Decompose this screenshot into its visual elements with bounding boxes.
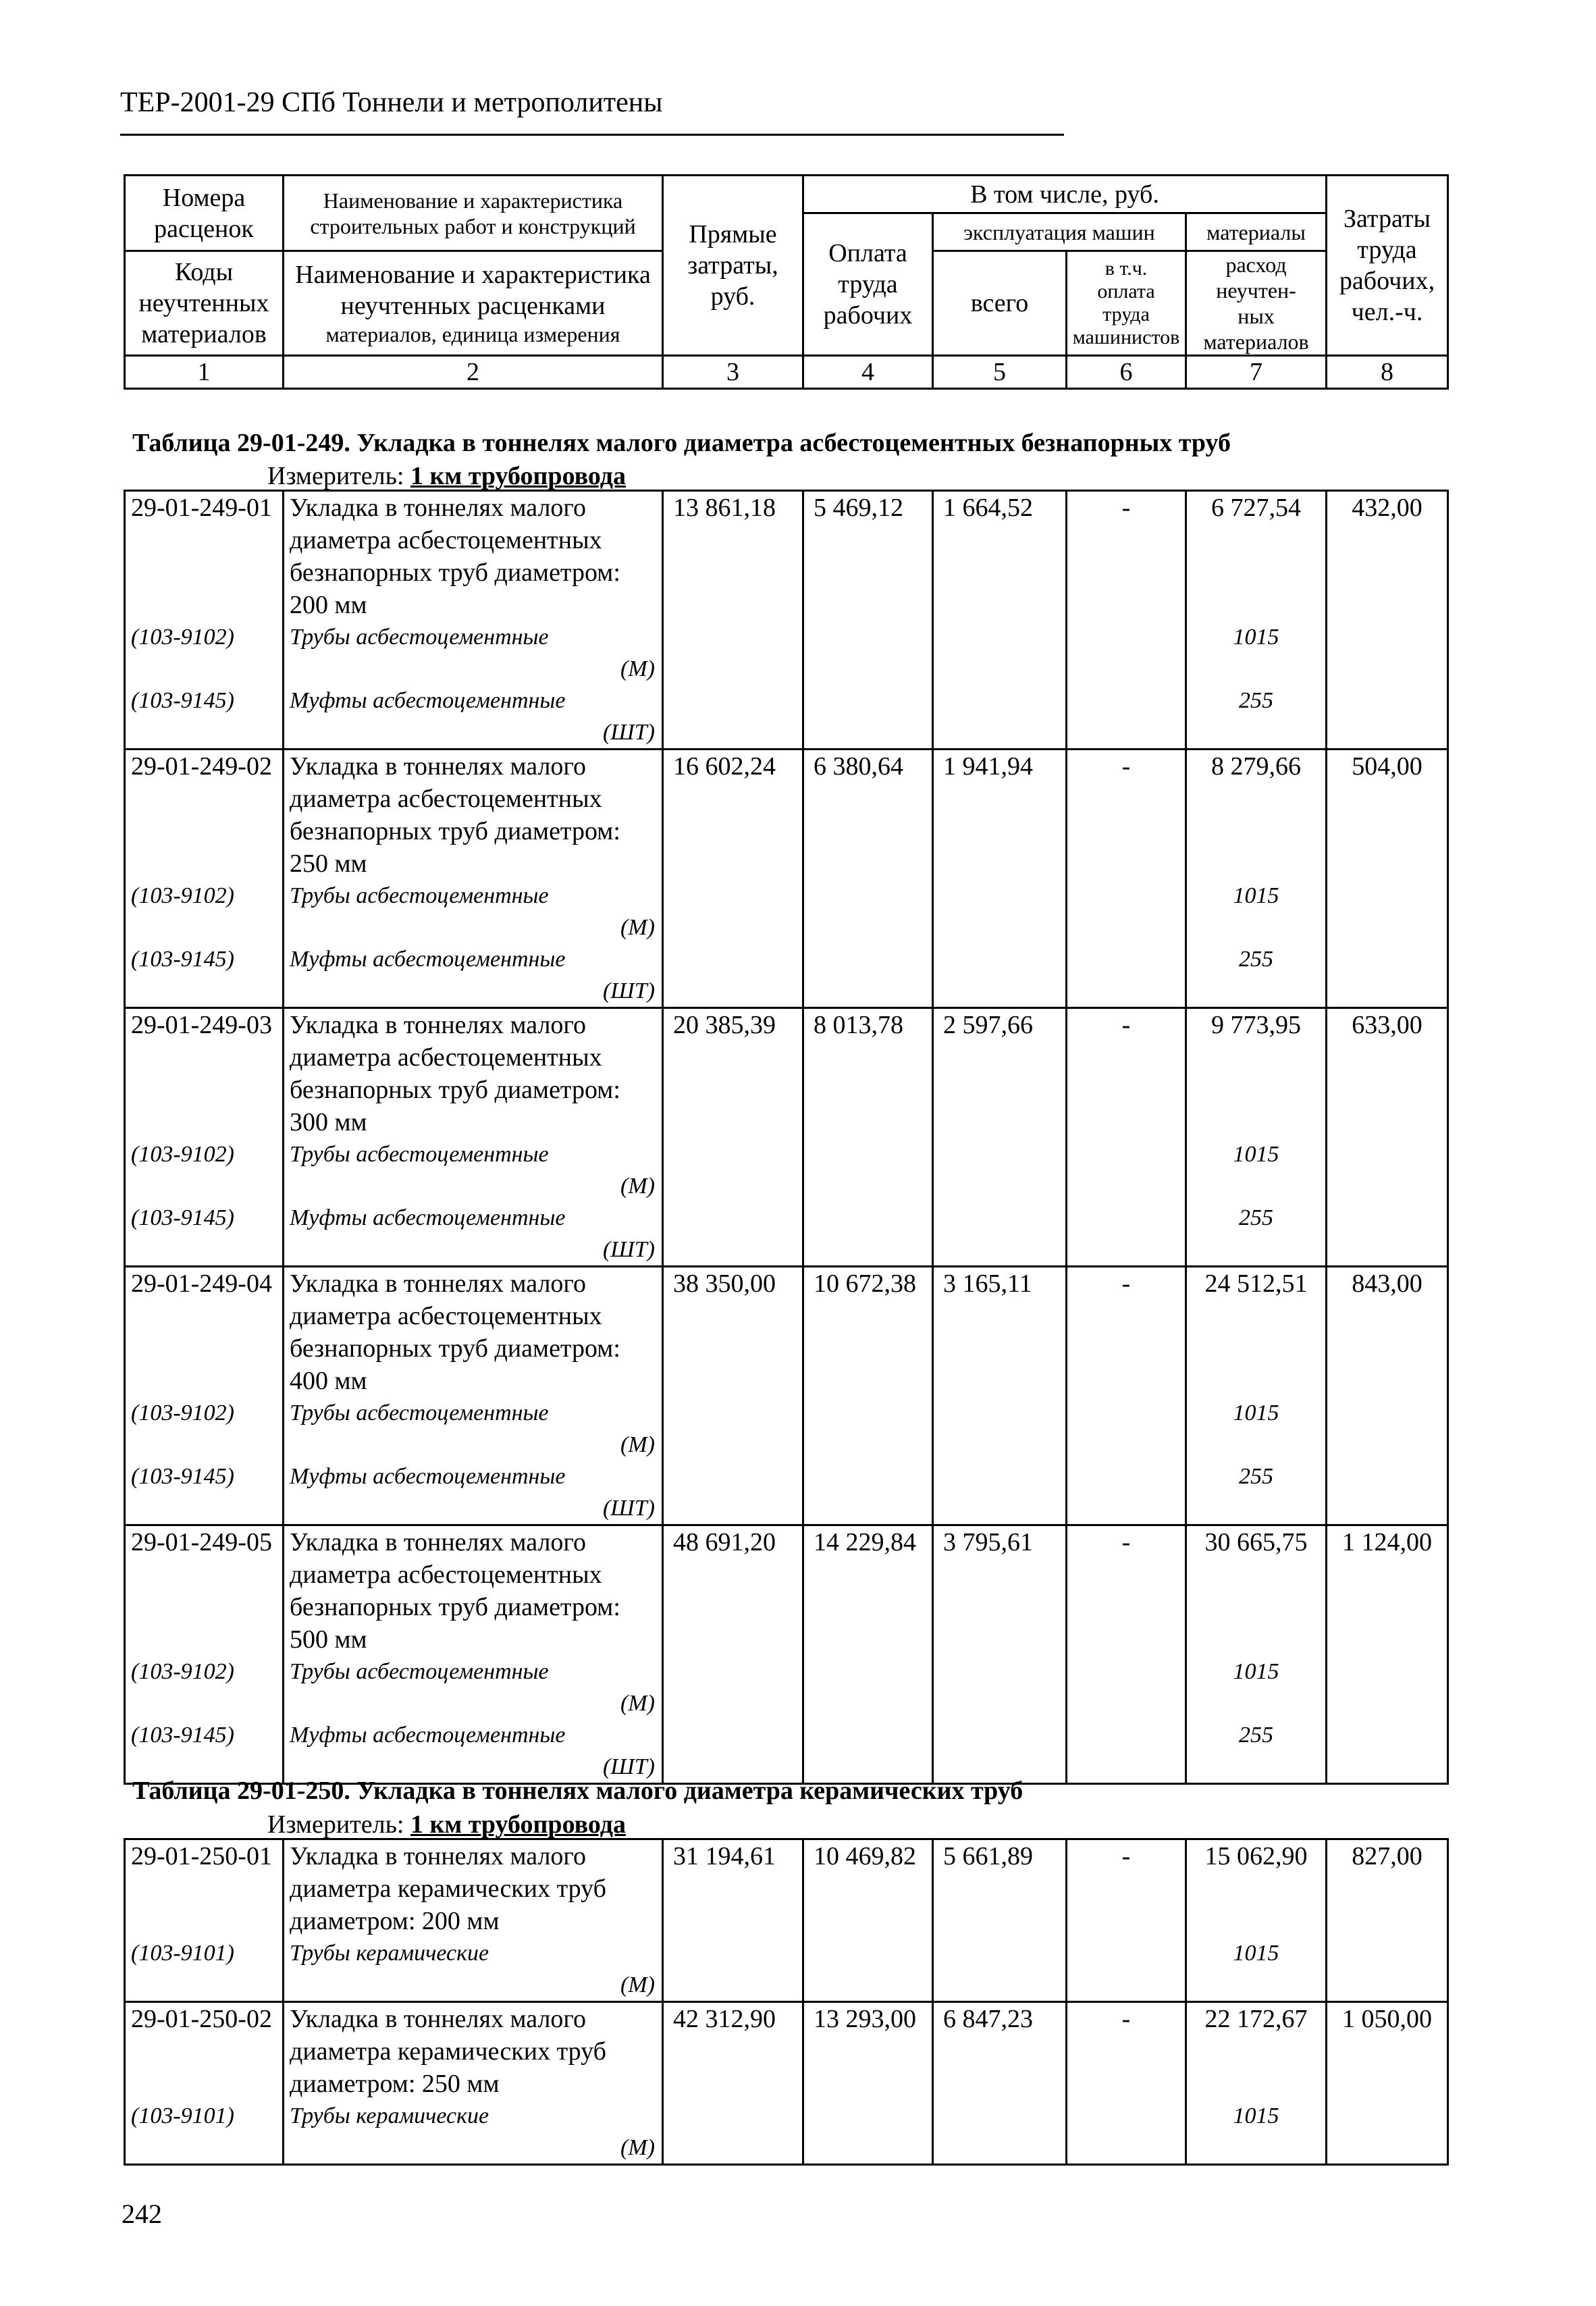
labor-hours: 843,00 — [1352, 1269, 1422, 1298]
material-name: Трубы асбестоцементные — [290, 1659, 549, 1684]
spacer — [131, 1623, 282, 1656]
spacer — [1187, 912, 1325, 943]
material-name: Муфты асбестоцементные — [290, 1464, 566, 1489]
work-name-line: Укладка в тоннелях малого — [290, 494, 587, 522]
material-code: (103-9102) — [131, 1659, 234, 1684]
material-qty: 255 — [1239, 1464, 1273, 1489]
work-name-line: диаметра керамических труб — [290, 2037, 607, 2066]
machines-cost: 2 597,66 — [943, 1011, 1033, 1039]
materials-cost-cell — [1186, 2002, 1327, 2165]
machines-cost-cell — [933, 1008, 1067, 1267]
work-name-line: 400 мм — [290, 1367, 367, 1395]
material-qty: 1015 — [1233, 1659, 1279, 1684]
operators-cost: - — [1121, 1269, 1131, 1298]
col2-header-bottom: Наименование и характеристика неучтенных расценками материалов, единица измерения — [284, 251, 663, 356]
spacer — [1187, 1171, 1325, 1202]
document-title: ТЕР-2001-29 СПб Тоннели и метрополитены — [120, 87, 663, 118]
work-name-line: диаметра асбестоцементных — [290, 1561, 602, 1589]
spacer — [131, 1970, 282, 2001]
col1-header-top: Номера расценок — [125, 176, 284, 251]
materials-cost: 24 512,51 — [1204, 1269, 1308, 1298]
operators-cost: - — [1121, 1528, 1131, 1556]
spacer — [1187, 556, 1325, 589]
spacer — [1187, 2132, 1325, 2164]
material-unit: (М) — [620, 915, 655, 940]
work-name-line: безнапорных труб диаметром: — [290, 558, 620, 587]
work-name-line: диаметром: 200 мм — [290, 1907, 500, 1935]
materials-cost-cell — [1186, 1008, 1327, 1267]
labor-cost: 8 013,78 — [814, 1011, 903, 1039]
material-qty: 1015 — [1233, 2103, 1279, 2128]
spacer — [1187, 1688, 1325, 1719]
spacer — [1187, 1234, 1325, 1265]
material-code: (103-9145) — [131, 947, 234, 972]
machines-cost: 3 795,61 — [943, 1528, 1033, 1556]
direct-cost-cell — [663, 1267, 803, 1525]
machines-cost: 5 661,89 — [943, 1842, 1033, 1870]
table249-measure: Измеритель: 1 км трубопровода — [267, 462, 627, 490]
material-unit: (ШТ) — [602, 720, 655, 745]
direct-cost: 31 194,61 — [673, 1842, 776, 1870]
rate-code: 29-01-249-02 — [131, 752, 272, 781]
work-name-cell — [284, 1008, 663, 1267]
table249 — [124, 490, 1449, 1785]
labor-cost: 5 469,12 — [814, 494, 903, 522]
material-name: Трубы асбестоцементные — [290, 1400, 549, 1425]
labor-cost: 14 229,84 — [814, 1528, 916, 1556]
spacer — [131, 1234, 282, 1265]
labor-cost: 6 380,64 — [814, 752, 903, 781]
spacer — [1187, 1905, 1325, 1937]
table-row — [125, 1839, 1448, 2002]
table-row — [125, 2002, 1448, 2165]
spacer — [131, 1365, 282, 1397]
materials-cost-cell — [1186, 1267, 1327, 1525]
spacer — [1187, 847, 1325, 880]
machines-cost: 6 847,23 — [943, 2005, 1033, 2033]
work-name-line: диаметром: 250 мм — [290, 2070, 500, 2098]
table-row — [125, 491, 1448, 750]
material-code: (103-9145) — [131, 688, 234, 713]
work-name-line: 300 мм — [290, 1108, 367, 1136]
direct-cost-cell — [663, 1839, 803, 2002]
operators-cost-cell — [1067, 1839, 1186, 2002]
table249-caption: Таблица 29-01-249. Укладка в тоннелях малого диаметра асбестоцементных безнапорных труб — [132, 429, 1231, 457]
machines-cost: 1 664,52 — [943, 494, 1033, 522]
spacer — [1187, 1041, 1325, 1074]
spacer — [131, 1430, 282, 1461]
rate-code: 29-01-249-04 — [131, 1269, 272, 1298]
spacer — [131, 912, 282, 943]
labor-cost-cell — [803, 750, 933, 1008]
spacer — [131, 1688, 282, 1719]
rate-code: 29-01-250-01 — [131, 1842, 272, 1870]
labor-hours: 827,00 — [1352, 1842, 1422, 1870]
operators-cost-cell — [1067, 1267, 1186, 1525]
spacer — [1187, 1970, 1325, 2001]
spacer — [131, 654, 282, 685]
labor-cost-cell — [803, 1267, 933, 1525]
labor-hours-cell — [1327, 750, 1448, 1008]
labor-hours: 504,00 — [1352, 752, 1422, 781]
material-unit: (М) — [620, 1174, 655, 1199]
operators-cost-cell — [1067, 1525, 1186, 1784]
col3-header: Прямые затраты, руб. — [663, 176, 803, 356]
labor-cost: 10 469,82 — [814, 1842, 916, 1870]
machines-cost-cell — [933, 1267, 1067, 1525]
direct-cost: 38 350,00 — [673, 1269, 776, 1298]
col-number-6: 6 — [1067, 356, 1186, 389]
col6-header: в т.ч. оплата труда машинистов — [1067, 251, 1186, 356]
spacer — [1187, 1623, 1325, 1656]
rate-code: 29-01-250-02 — [131, 2005, 272, 2033]
labor-cost: 13 293,00 — [814, 2005, 916, 2033]
col-number-4: 4 — [803, 356, 933, 389]
material-name: Муфты асбестоцементные — [290, 1723, 566, 1748]
labor-hours-cell — [1327, 1525, 1448, 1784]
operators-cost-cell — [1067, 2002, 1186, 2165]
work-name-line: безнапорных труб диаметром: — [290, 1076, 620, 1104]
machines-header: эксплуатация машин — [933, 213, 1186, 251]
operators-cost: - — [1121, 1842, 1131, 1870]
operators-cost-cell — [1067, 491, 1186, 750]
material-name: Трубы керамические — [290, 2103, 489, 2128]
work-name-line: диаметра керамических труб — [290, 1875, 607, 1903]
spacer — [1187, 976, 1325, 1007]
table250-measure: Измеритель: 1 км трубопровода — [267, 1810, 627, 1839]
spacer — [1187, 1558, 1325, 1591]
material-unit: (ШТ) — [602, 978, 655, 1003]
rate-code-cell — [125, 1008, 284, 1267]
spacer — [1187, 1106, 1325, 1138]
materials-cost: 22 172,67 — [1204, 2005, 1308, 2033]
material-unit: (ШТ) — [602, 1754, 655, 1779]
direct-cost-cell — [663, 491, 803, 750]
material-unit: (М) — [620, 656, 655, 681]
rate-code-cell — [125, 750, 284, 1008]
labor-hours-cell — [1327, 2002, 1448, 2165]
work-name-line: 200 мм — [290, 591, 367, 619]
spacer — [131, 524, 282, 556]
direct-cost-cell — [663, 1008, 803, 1267]
direct-cost: 13 861,18 — [673, 494, 776, 522]
col1-header-bottom: Коды неучтенных материалов — [125, 251, 284, 356]
work-name-cell — [284, 750, 663, 1008]
material-code: (103-9102) — [131, 883, 234, 908]
table-row — [125, 1267, 1448, 1525]
machines-cost-cell — [933, 1525, 1067, 1784]
operators-cost-cell — [1067, 1008, 1186, 1267]
spacer — [1187, 1493, 1325, 1524]
spacer — [131, 1074, 282, 1106]
material-qty: 1015 — [1233, 1400, 1279, 1425]
labor-hours-cell — [1327, 1839, 1448, 2002]
material-name: Трубы асбестоцементные — [290, 625, 549, 650]
material-unit: (ШТ) — [602, 1237, 655, 1262]
table-row — [125, 1008, 1448, 1267]
work-name-line: безнапорных труб диаметром: — [290, 1334, 620, 1363]
work-name-line: безнапорных труб диаметром: — [290, 1593, 620, 1621]
materials-cost: 8 279,66 — [1211, 752, 1301, 781]
table-row — [125, 750, 1448, 1008]
spacer — [131, 976, 282, 1007]
labor-cost-cell — [803, 1839, 933, 2002]
spacer — [1187, 524, 1325, 556]
machines-cost: 3 165,11 — [943, 1269, 1032, 1298]
spacer — [1187, 783, 1325, 815]
machines-cost-cell — [933, 1839, 1067, 2002]
machines-cost-cell — [933, 2002, 1067, 2165]
spacer — [131, 1300, 282, 1332]
material-qty: 255 — [1239, 1723, 1273, 1748]
spacer — [1187, 1332, 1325, 1365]
direct-cost: 48 691,20 — [673, 1528, 776, 1556]
rate-code-cell — [125, 1525, 284, 1784]
spacer — [1187, 589, 1325, 621]
labor-cost-cell — [803, 1525, 933, 1784]
operators-cost: - — [1121, 2005, 1131, 2033]
col-number-8: 8 — [1327, 356, 1448, 389]
col-number-7: 7 — [1186, 356, 1327, 389]
spacer — [1187, 717, 1325, 748]
spacer — [131, 717, 282, 748]
materials-cost: 30 665,75 — [1204, 1528, 1308, 1556]
labor-hours-cell — [1327, 491, 1448, 750]
materials-cost-cell — [1186, 491, 1327, 750]
material-qty: 1015 — [1233, 883, 1279, 908]
labor-hours: 1 050,00 — [1342, 2005, 1432, 2033]
work-name-cell — [284, 2002, 663, 2165]
col7-header: расход неучтен- ных материалов — [1186, 251, 1327, 356]
col-number-2: 2 — [284, 356, 663, 389]
material-code: (103-9102) — [131, 1142, 234, 1167]
work-name-line: диаметра асбестоцементных — [290, 1043, 602, 1072]
col5-header: всего — [933, 251, 1067, 356]
work-name-line: диаметра асбестоцементных — [290, 526, 602, 554]
direct-cost-cell — [663, 750, 803, 1008]
material-code: (103-9145) — [131, 1723, 234, 1748]
material-name: Муфты асбестоцементные — [290, 688, 566, 713]
rate-code-cell — [125, 1839, 284, 2002]
spacer — [1187, 1872, 1325, 1905]
direct-cost-cell — [663, 1525, 803, 1784]
spacer — [131, 2132, 282, 2164]
spacer — [131, 1872, 282, 1905]
col8-header: Затраты труда рабочих, чел.-ч. — [1327, 176, 1448, 356]
spacer — [1187, 2068, 1325, 2100]
spacer — [131, 2068, 282, 2100]
material-qty: 1015 — [1233, 625, 1279, 650]
group-header: В том числе, руб. — [803, 176, 1327, 213]
spacer — [131, 1332, 282, 1365]
direct-cost: 42 312,90 — [673, 2005, 776, 2033]
material-name: Трубы асбестоцементные — [290, 1142, 549, 1167]
work-name-cell — [284, 491, 663, 750]
material-name: Муфты асбестоцементные — [290, 947, 566, 972]
page-number: 242 — [122, 2199, 162, 2229]
direct-cost: 20 385,39 — [673, 1011, 776, 1039]
work-name-line: Укладка в тоннелях малого — [290, 1842, 587, 1870]
work-name-line: 250 мм — [290, 849, 367, 878]
labor-cost: 10 672,38 — [814, 1269, 916, 1298]
rate-code: 29-01-249-05 — [131, 1528, 272, 1556]
spacer — [131, 1171, 282, 1202]
material-code: (103-9145) — [131, 1205, 234, 1230]
spacer — [131, 1493, 282, 1524]
col-number-3: 3 — [663, 356, 803, 389]
rate-code-cell — [125, 491, 284, 750]
labor-cost-cell — [803, 1008, 933, 1267]
direct-cost: 16 602,24 — [673, 752, 776, 781]
material-qty: 255 — [1239, 688, 1273, 713]
material-code: (103-9145) — [131, 1464, 234, 1489]
labor-hours: 633,00 — [1352, 1011, 1422, 1039]
operators-cost: - — [1121, 752, 1131, 781]
material-unit: (М) — [620, 2135, 655, 2160]
material-unit: (М) — [620, 1972, 655, 1997]
work-name-cell — [284, 1525, 663, 1784]
material-unit: (М) — [620, 1691, 655, 1716]
material-qty: 255 — [1239, 1205, 1273, 1230]
labor-hours-cell — [1327, 1008, 1448, 1267]
materials-cost-cell — [1186, 1839, 1327, 2002]
machines-cost-cell — [933, 491, 1067, 750]
rate-code: 29-01-249-03 — [131, 1011, 272, 1039]
material-unit: (М) — [620, 1432, 655, 1457]
spacer — [131, 589, 282, 621]
work-name-cell — [284, 1267, 663, 1525]
col-number-1: 1 — [125, 356, 284, 389]
header-rule — [120, 134, 1064, 136]
spacer — [131, 847, 282, 880]
col-number-5: 5 — [933, 356, 1067, 389]
labor-cost-cell — [803, 491, 933, 750]
material-name: Трубы керамические — [290, 1941, 489, 1966]
material-code: (103-9102) — [131, 625, 234, 650]
material-qty: 1015 — [1233, 1142, 1279, 1167]
material-unit: (ШТ) — [602, 1496, 655, 1521]
spacer — [131, 2035, 282, 2068]
spacer — [1187, 654, 1325, 685]
operators-cost: - — [1121, 1011, 1131, 1039]
spacer — [1187, 815, 1325, 847]
work-name-line: диаметра асбестоцементных — [290, 1302, 602, 1330]
col4-header: Оплата труда рабочих — [803, 213, 933, 356]
materials-cost: 15 062,90 — [1204, 1842, 1308, 1870]
spacer — [131, 1041, 282, 1074]
material-name: Трубы асбестоцементные — [290, 883, 549, 908]
spacer — [131, 1106, 282, 1138]
col2-header-top: Наименование и характеристика строительных работ и конструкций — [284, 176, 663, 251]
spacer — [1187, 1365, 1325, 1397]
machines-cost: 1 941,94 — [943, 752, 1033, 781]
spacer — [131, 556, 282, 589]
material-code: (103-9102) — [131, 1400, 234, 1425]
spacer — [131, 1558, 282, 1591]
direct-cost-cell — [663, 2002, 803, 2165]
machines-cost-cell — [933, 750, 1067, 1008]
materials-cost: 6 727,54 — [1211, 494, 1301, 522]
work-name-line: Укладка в тоннелях малого — [290, 1269, 587, 1298]
spacer — [1187, 2035, 1325, 2068]
spacer — [1187, 1074, 1325, 1106]
labor-hours: 432,00 — [1352, 494, 1422, 522]
operators-cost: - — [1121, 494, 1131, 522]
spacer — [131, 783, 282, 815]
spacer — [131, 1905, 282, 1937]
rate-code-cell — [125, 2002, 284, 2165]
material-qty: 255 — [1239, 947, 1273, 972]
work-name-line: Укладка в тоннелях малого — [290, 1011, 587, 1039]
work-name-line: безнапорных труб диаметром: — [290, 817, 620, 845]
spacer — [131, 815, 282, 847]
materials-header: материалы — [1186, 213, 1327, 251]
labor-hours-cell — [1327, 1267, 1448, 1525]
materials-cost: 9 773,95 — [1211, 1011, 1301, 1039]
operators-cost-cell — [1067, 750, 1186, 1008]
materials-cost-cell — [1186, 1525, 1327, 1784]
table250-caption: Таблица 29-01-250. Укладка в тоннелях малого диаметра керамических труб — [132, 1777, 1023, 1805]
material-code: (103-9101) — [131, 2103, 234, 2128]
material-name: Муфты асбестоцементные — [290, 1205, 566, 1230]
rate-code-cell — [125, 1267, 284, 1525]
labor-cost-cell — [803, 2002, 933, 2165]
work-name-line: диаметра асбестоцементных — [290, 785, 602, 813]
spacer — [131, 1591, 282, 1623]
work-name-line: Укладка в тоннелях малого — [290, 2005, 587, 2033]
spacer — [1187, 1752, 1325, 1783]
materials-cost-cell — [1186, 750, 1327, 1008]
material-code: (103-9101) — [131, 1941, 234, 1966]
column-header-table — [124, 174, 1449, 390]
table250 — [124, 1838, 1449, 2166]
spacer — [1187, 1430, 1325, 1461]
work-name-line: Укладка в тоннелях малого — [290, 752, 587, 781]
spacer — [1187, 1591, 1325, 1623]
work-name-line: 500 мм — [290, 1625, 367, 1654]
table-row — [125, 1525, 1448, 1784]
work-name-cell — [284, 1839, 663, 2002]
spacer — [1187, 1300, 1325, 1332]
rate-code: 29-01-249-01 — [131, 494, 272, 522]
labor-hours: 1 124,00 — [1342, 1528, 1432, 1556]
work-name-line: Укладка в тоннелях малого — [290, 1528, 587, 1556]
material-qty: 1015 — [1233, 1941, 1279, 1966]
